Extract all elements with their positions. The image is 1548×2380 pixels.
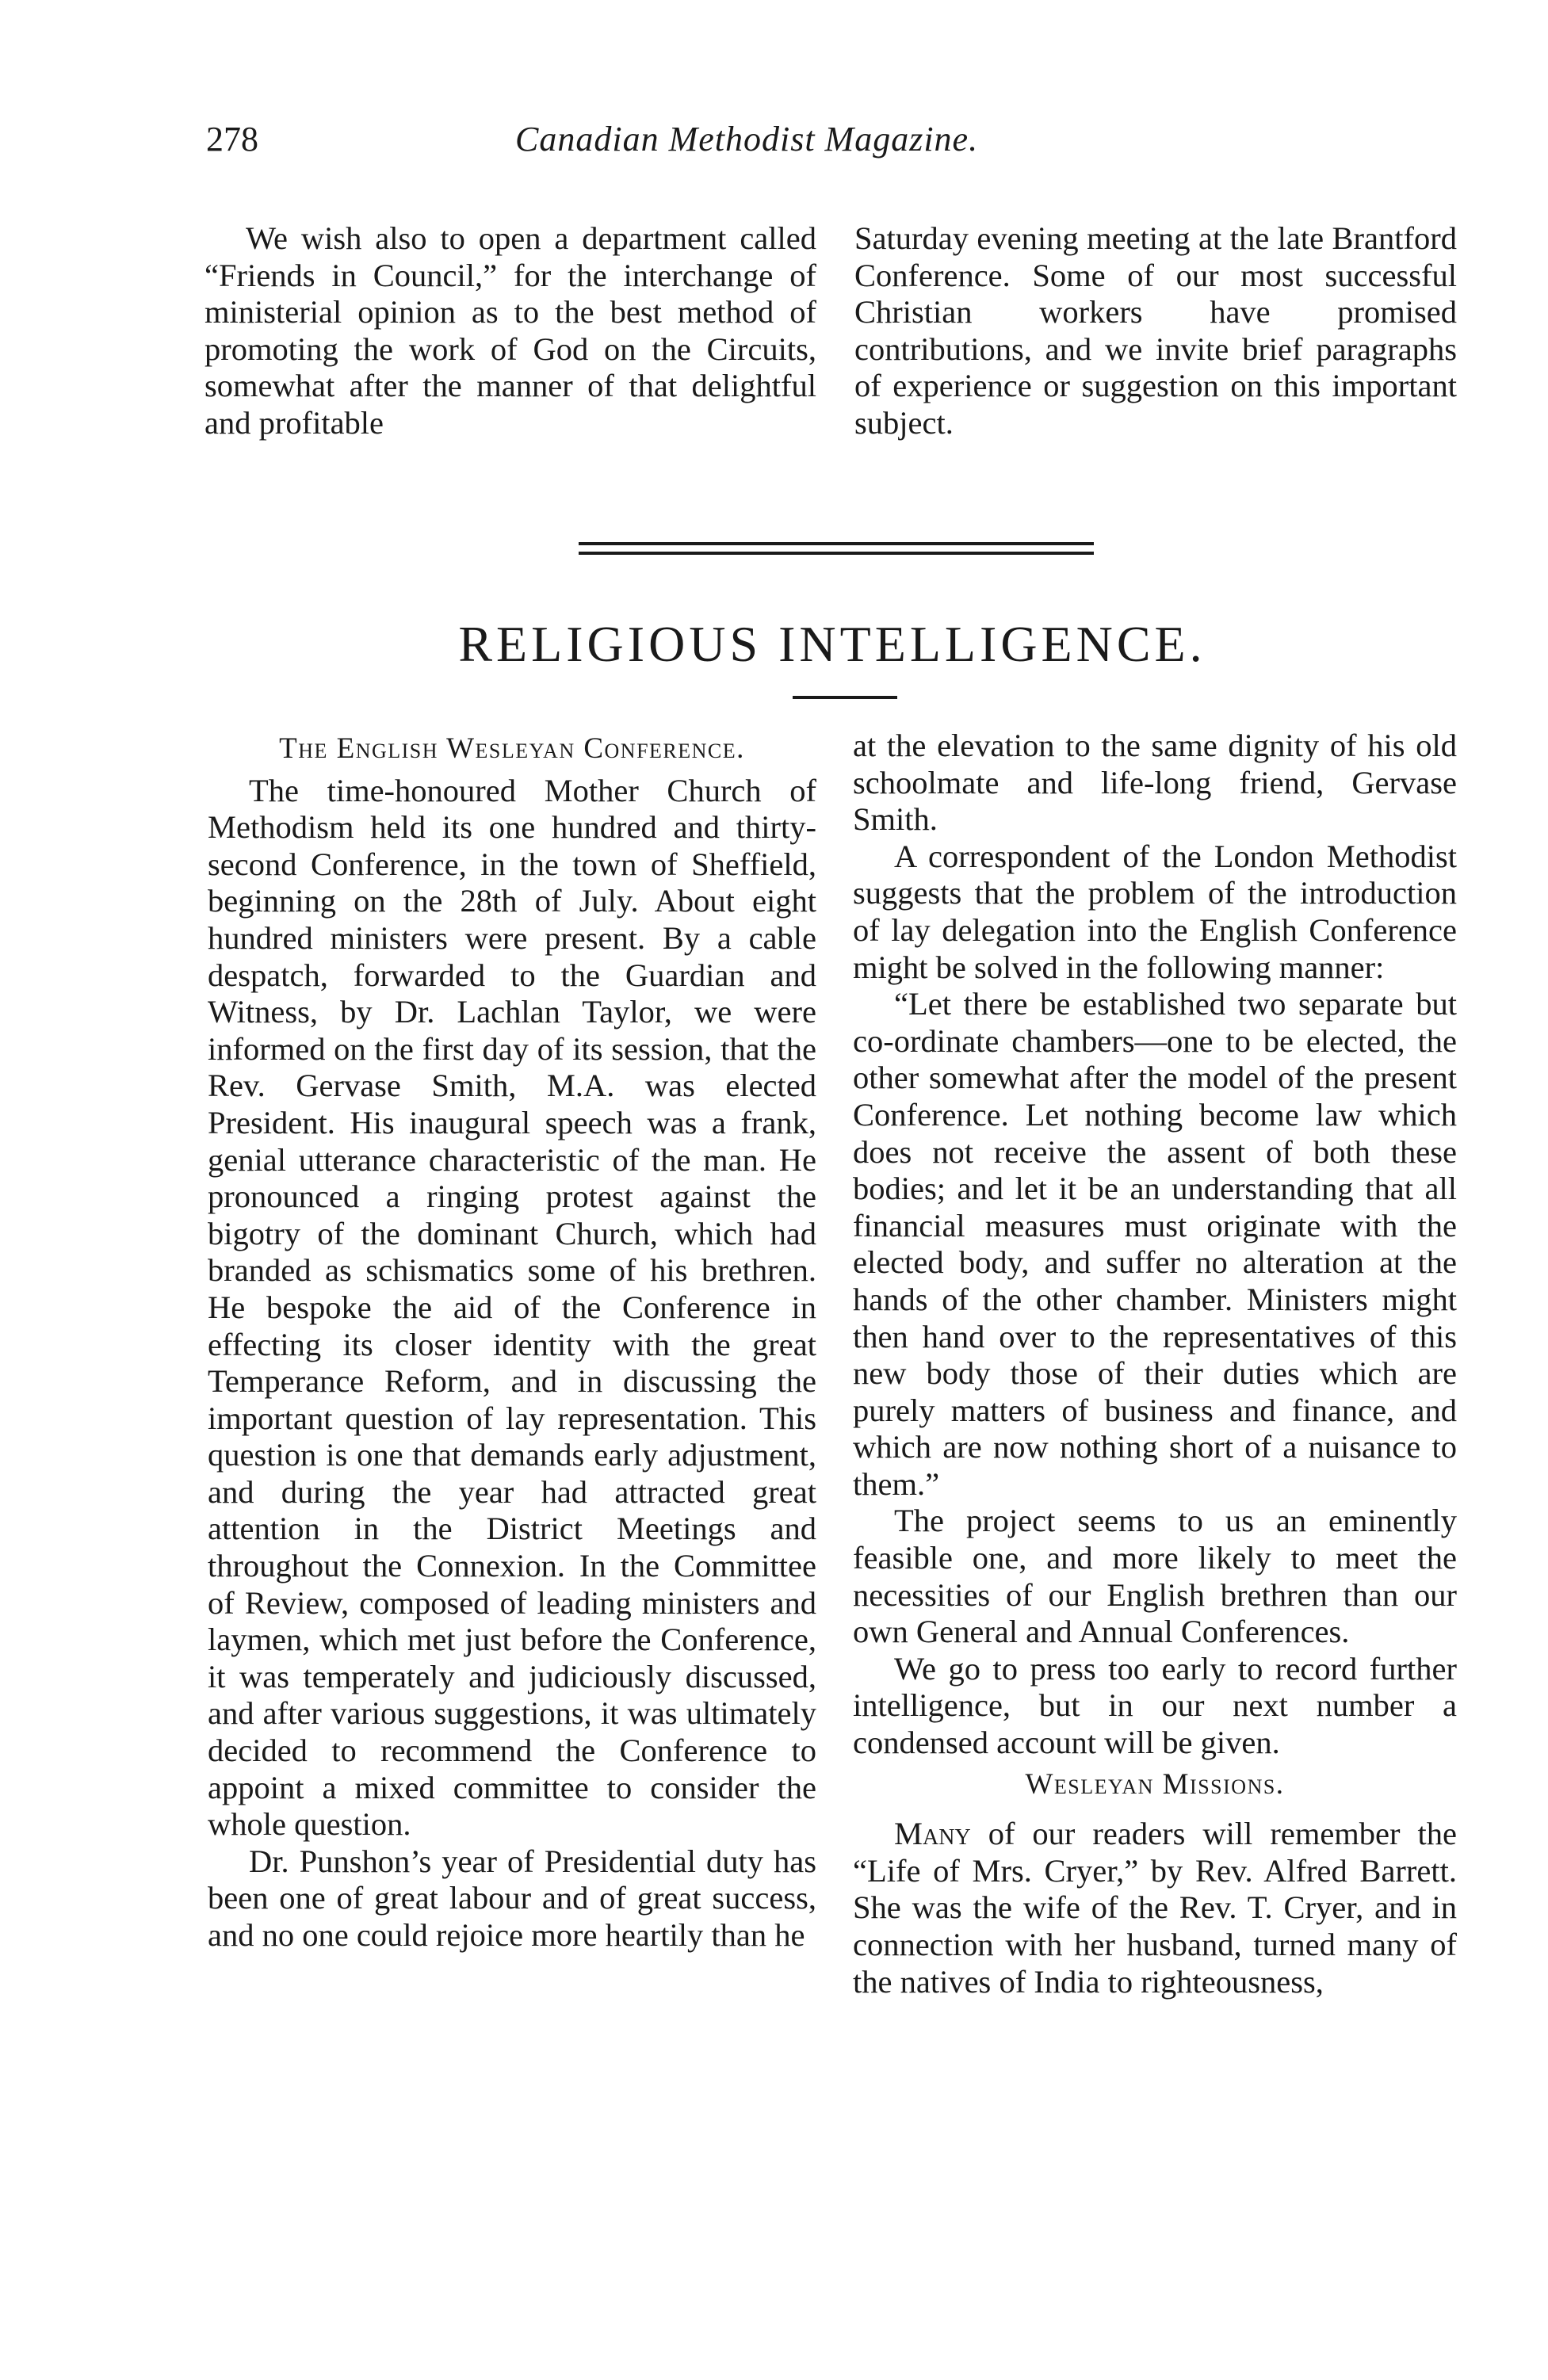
conference-paragraph-2: Dr. Punshon’s year of Presidential duty has been one of great labour and of great success, and no one could rejoice more heartily than he [208, 1843, 816, 1953]
running-header [206, 119, 1443, 174]
missions-paragraph-1 [853, 1816, 1457, 2000]
article-heading-conference: The English Wesleyan Conference. [279, 732, 745, 765]
top-right-column [854, 220, 1457, 442]
friends-in-council-paragraph: We wish also to open a department called “Friends in Council,” for the interchange of ministerial opinion as to the best method of promoting the work of God on the Circuits, somewhat after the manner of that delightful and profitable [204, 220, 816, 441]
conference-paragraph-3: A correspondent of the London Methodist suggests that the problem of the introduction of lay delegation into the English Conference might be solved in the following manner: [853, 838, 1457, 985]
right-column [853, 728, 1457, 2000]
friends-in-council-continuation: Saturday evening meeting at the late Brantford Conference. Some of our most successful Christian workers have promised contributions, and we invite brief paragraphs of experience or suggestion on this important subject. [854, 220, 1457, 441]
missions-lead-word: Many [894, 1816, 971, 1852]
section-divider-bottom [579, 552, 1094, 555]
conference-paragraph-2-continued: at the elevation to the same dignity of his old schoolmate and life-long friend, Gervase Smith. [853, 728, 1457, 838]
missions-paragraph-text: of our readers will remember the “Life of Mrs. Cryer,” by Rev. Alfred Barrett. She was the wife of the Rev. T. Cryer, and in connection with her husband, turned many of the natives of India to righteousness, [853, 1816, 1457, 2000]
conference-paragraph-1: The time-honoured Mother Church of Methodism held its one hundred and thirty-second Conference, in the town of Sheffield, beginning on the 28th of July. About eight hundred ministers were present. By a cable despatch, forwarded to the Guardian and Witness, by Dr. Lachlan Taylor, we were informed on the first day of its session, that the Rev. Gervase Smith, M.A. was elected President. His inaugural speech was a frank, genial utterance characteristic of the man. He pronounced a ringing protest against the bigotry of the dominant Church, which had branded as schismatics some of his brethren. He bespoke the aid of the Conference in effecting its closer identity with the great Temperance Reform, and in discussing the important question of lay representation. This question is one that demands early adjustment, and during the year had attracted great attention in the District Meetings and throughout the Connexion. In the Committee of Review, composed of leading ministers and laymen, which met just before the Conference, it was temperately and judiciously discussed, and after various suggestions, it was ultimately decided to recommend the Conference to appoint a mixed committee to consider the whole question. [208, 772, 816, 1843]
top-left-column [204, 220, 816, 442]
page-number: 278 [206, 120, 258, 159]
running-title: Canadian Methodist Magazine. [515, 120, 979, 159]
section-divider-top [579, 542, 1094, 545]
article-heading-missions: Wesleyan Missions. [1025, 1767, 1285, 1801]
conference-paragraph-6: We go to press too early to record further intelligence, but in our next number a condensed account will be given. [853, 1650, 1457, 1761]
section-title: RELIGIOUS INTELLIGENCE. [458, 616, 1206, 672]
conference-paragraph-5: The project seems to us an eminently feasible one, and more likely to meet the necessities of our English brethren than our own General and Annual Conferences. [853, 1503, 1457, 1650]
conference-quote: “Let there be established two separate but co-ordinate chambers—one to be elected, the other somewhat after the model of the present Conference. Let nothing become law which does not receive the assent of both these bodies; and let it be an understanding that all financial measures must originate with the elected body, and suffer no alteration at the hands of the other chamber. Ministers might then hand over to the representatives of this new body those of their duties which are purely matters of business and finance, and which are now nothing short of a nuisance to them.” [853, 986, 1457, 1502]
title-underline [793, 696, 897, 699]
left-column [208, 728, 816, 1954]
